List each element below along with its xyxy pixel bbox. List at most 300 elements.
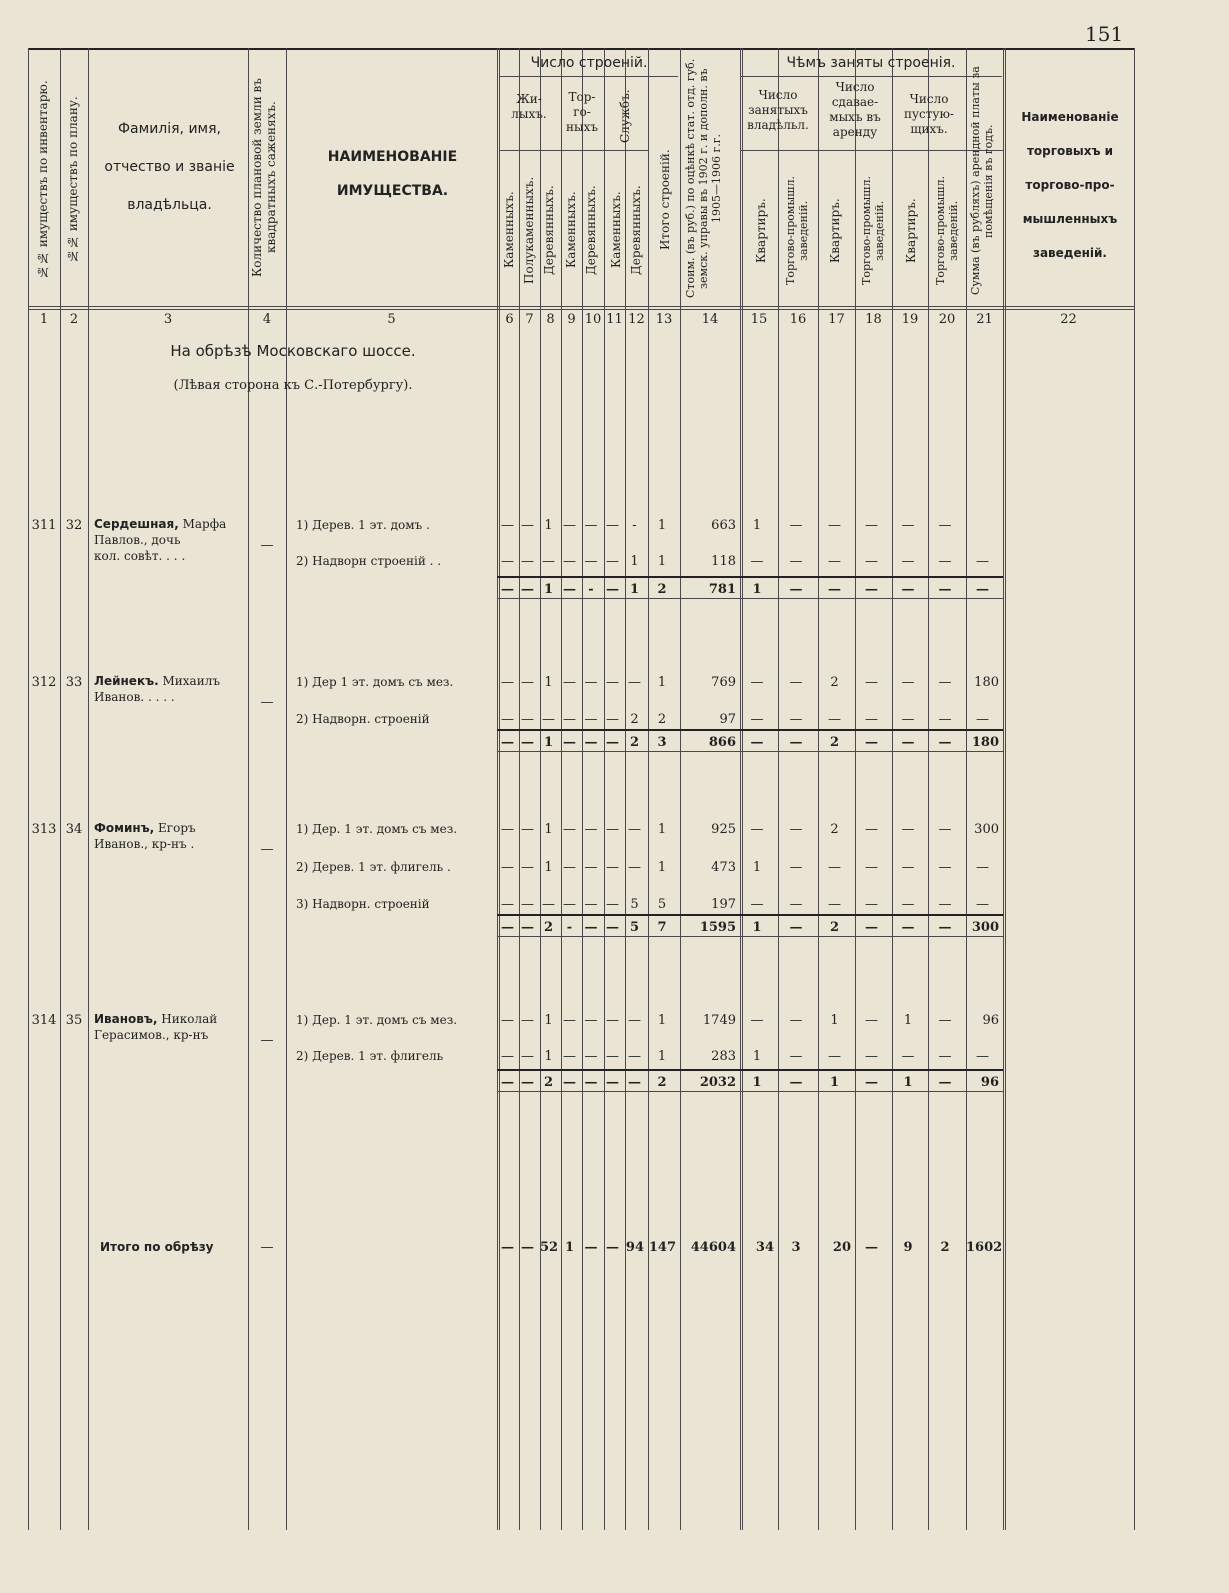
cell-c9: —	[563, 518, 576, 533]
column-rule	[28, 48, 29, 1530]
header-col12: Деревянныхъ.	[629, 185, 643, 275]
cell-c12: 5	[629, 920, 640, 935]
cell-c14: 473	[711, 860, 736, 875]
subheader-rule	[740, 150, 1003, 151]
cell-c13: 3	[657, 735, 667, 750]
cell-c9: —	[563, 735, 576, 750]
cell-c20: —	[938, 554, 952, 569]
cell-c17: 2	[829, 735, 840, 750]
cell-c17: —	[828, 554, 841, 569]
cell-c19: —	[901, 920, 915, 935]
cell-c18: —	[865, 897, 878, 912]
subtotal-rule	[497, 598, 1003, 599]
subtotal-rule	[497, 1091, 1003, 1092]
cell-c16: —	[789, 920, 803, 935]
column-number: 15	[750, 312, 768, 327]
header-inventory-number: №№ имуществъ по инвентарю.	[36, 80, 50, 280]
header-property-line: НАИМЕНОВАНІЕ	[327, 149, 458, 165]
cell-c17: 1	[829, 1075, 840, 1090]
plan-number: 35	[65, 1013, 83, 1028]
column-number: 22	[1060, 312, 1077, 327]
column-rule	[855, 48, 856, 1530]
subgroup-line: владѣльл.	[747, 118, 809, 132]
property-item: 1) Дер. 1 эт. домъ съ мез.	[296, 1013, 458, 1027]
column-number: 9	[567, 312, 576, 327]
cell-c11: —	[606, 675, 619, 690]
cell-c14: 97	[719, 712, 736, 727]
cell-c11: —	[606, 582, 619, 597]
header-owner-line: Фамилія, имя,	[118, 121, 221, 137]
cell-c8: —	[542, 554, 555, 569]
subgroup-line: ныхъ	[566, 120, 598, 134]
header-property-name	[290, 140, 495, 208]
cell-c20: —	[938, 675, 952, 690]
cell-c18: —	[865, 860, 878, 875]
cell-c16: —	[789, 1013, 803, 1028]
cell-c10: —	[584, 675, 598, 690]
cell-c21: 1602	[966, 1240, 1003, 1255]
column-rule	[561, 48, 562, 1530]
plan-number: 33	[65, 675, 83, 690]
subtotal-rule	[497, 914, 1003, 916]
owner-given-name: Марфа	[178, 517, 227, 531]
cell-c15: —	[750, 822, 764, 837]
cell-c16: —	[789, 675, 803, 690]
cell-c19: 1	[903, 1075, 913, 1090]
cell-c11: —	[606, 897, 619, 912]
cell-c7: —	[521, 860, 534, 875]
owner-given-name: Михаилъ	[158, 674, 220, 688]
cell-c17: —	[828, 897, 841, 912]
subgroup-line: Число	[909, 92, 949, 106]
property-item: 2) Надворн. строеній	[296, 712, 430, 726]
cell-c6: —	[501, 897, 514, 912]
header-property-line: ИМУЩЕСТВА.	[336, 183, 449, 199]
cell-c21: —	[976, 712, 989, 727]
cell-c17: 2	[830, 675, 839, 690]
subgroup-line: Число	[835, 80, 875, 94]
cell-c10: —	[584, 1240, 598, 1255]
cell-c9: —	[563, 1013, 576, 1028]
cell-c19: —	[901, 1049, 915, 1064]
cell-c12: -	[632, 518, 637, 533]
cell-c20: 2	[940, 1240, 950, 1255]
header-owner	[92, 110, 247, 224]
cell-c19: —	[901, 822, 915, 837]
subgroup-vacant	[894, 92, 964, 137]
property-item: 2) Надворн строеній . .	[296, 554, 442, 568]
cell-c15: —	[750, 897, 764, 912]
header-col13: Итого строеній.	[658, 149, 672, 251]
cell-c20: —	[938, 1075, 952, 1090]
column-rule	[625, 48, 626, 1530]
cell-c17: —	[828, 1049, 841, 1064]
cell-c7: —	[521, 1240, 534, 1255]
header-col19: Квартиръ.	[904, 198, 918, 264]
column-number: 19	[901, 312, 919, 327]
cell-c18: —	[865, 735, 878, 750]
cell-c8: 1	[544, 1013, 553, 1028]
cell-c8: 1	[544, 518, 553, 533]
property-item: 2) Дерев. 1 эт. флигель .	[296, 860, 451, 874]
cell-c13: 1	[657, 860, 667, 875]
cell-c10: —	[584, 1075, 598, 1090]
column-rule	[60, 48, 61, 1530]
cell-c9: —	[563, 1049, 576, 1064]
owner-surname: Лейнекъ.	[94, 674, 159, 688]
cell-c7: —	[521, 518, 534, 533]
cell-c18: —	[865, 1240, 878, 1255]
cell-c21: 96	[982, 1013, 999, 1028]
cell-c18: —	[865, 1049, 878, 1064]
cell-c20: —	[938, 735, 952, 750]
cell-c11: —	[606, 735, 619, 750]
land-area: —	[260, 1033, 274, 1048]
cell-c11: —	[606, 518, 619, 533]
cell-c18: —	[865, 582, 878, 597]
property-item: 3) Надворн. строеній	[296, 897, 430, 911]
cell-c21: 96	[980, 1075, 999, 1090]
inventory-number: 313	[31, 822, 57, 837]
cell-c20: —	[938, 1049, 952, 1064]
header-trade-line: торговыхъ и	[1026, 144, 1114, 158]
subgroup-line: пустую-	[904, 107, 954, 121]
cell-c20: —	[938, 822, 952, 837]
cell-c17: —	[828, 518, 841, 533]
cell-c21: 180	[971, 735, 999, 750]
cell-c10: —	[584, 518, 598, 533]
header-plan-number: №№ имуществъ по плану.	[66, 96, 80, 264]
cell-c6: —	[501, 518, 514, 533]
cell-c6: —	[501, 675, 514, 690]
cell-c17: 1	[830, 1013, 839, 1028]
cell-c7: —	[521, 822, 534, 837]
column-rule	[928, 48, 929, 1530]
subgroup-line: Число	[758, 88, 798, 102]
cell-c17: 2	[829, 920, 840, 935]
cell-c10: —	[584, 822, 598, 837]
cell-c18: —	[865, 518, 878, 533]
property-item: 1) Дерев. 1 эт. домъ .	[296, 518, 430, 532]
column-rule	[648, 48, 649, 1530]
cell-c17: 2	[830, 822, 839, 837]
owner-given-name: Егоръ	[154, 821, 196, 835]
cell-c13: 1	[657, 675, 667, 690]
cell-c16: —	[789, 860, 803, 875]
cell-c14: 118	[711, 554, 736, 569]
header-col20: Торгово-промышл. заведеній.	[934, 176, 960, 286]
cell-c16: —	[789, 735, 803, 750]
cell-c10: —	[584, 1013, 598, 1028]
column-number: 7	[525, 312, 534, 327]
cell-c12: 1	[629, 582, 640, 597]
header-col14: Стоим. (въ руб.) по оцѣнкѣ стат. отд. губ. земск. управы въ 1902 г. и дополн. въ 1905—1906 г.г.	[684, 58, 723, 299]
cell-c9: —	[563, 860, 576, 875]
cell-c9: —	[563, 822, 576, 837]
cell-c8: 1	[544, 822, 553, 837]
cell-c10: —	[584, 920, 598, 935]
cell-c8: 1	[543, 735, 554, 750]
cell-c11: —	[606, 1013, 619, 1028]
column-number: 5	[387, 312, 396, 327]
cell-c19: —	[901, 860, 915, 875]
page-number: 151	[1085, 22, 1124, 46]
cell-c13: 1	[657, 822, 667, 837]
column-number: 14	[701, 312, 719, 327]
cell-c17: 20	[832, 1240, 851, 1255]
subgroup-line: аренду	[832, 125, 878, 139]
cell-c10: —	[584, 735, 598, 750]
header-trade-line: Наименованіе	[1021, 110, 1119, 124]
header-bottom-rule-2	[28, 309, 1134, 310]
cell-c12: 1	[630, 554, 639, 569]
cell-c16: —	[789, 554, 803, 569]
cell-c6: —	[501, 712, 514, 727]
cell-c20: —	[938, 860, 952, 875]
cell-c21: —	[976, 1049, 989, 1064]
cell-c12: —	[628, 1013, 641, 1028]
cell-c19: —	[901, 675, 915, 690]
cell-c19: —	[901, 712, 915, 727]
cell-c12: 2	[629, 735, 640, 750]
cell-c11: —	[606, 1240, 619, 1255]
cell-c21: 300	[971, 920, 999, 935]
cell-c21: —	[976, 582, 989, 597]
header-owner-line: владѣльца.	[127, 197, 212, 213]
cell-c13: 1	[657, 1049, 667, 1064]
cell-c14: 866	[708, 735, 736, 750]
cell-c21: 300	[974, 822, 999, 837]
cell-c15: —	[750, 554, 764, 569]
cell-c6: —	[501, 822, 514, 837]
property-item: 2) Дерев. 1 эт. флигель	[296, 1049, 444, 1063]
section-subtitle: (Лѣвая сторона къ С.-Потербургу).	[173, 378, 413, 393]
column-rule	[248, 48, 249, 1530]
cell-c6: —	[501, 1013, 514, 1028]
column-rule	[286, 48, 287, 1530]
cell-c20: —	[938, 1013, 952, 1028]
cell-c7: —	[521, 554, 534, 569]
header-col8: Деревянныхъ.	[542, 185, 556, 275]
group-number-of-buildings: Число строеній.	[530, 55, 648, 71]
cell-c11: —	[606, 1049, 619, 1064]
cell-c6: —	[501, 735, 514, 750]
column-number: 11	[606, 312, 623, 327]
header-col7: Полукаменныхъ.	[522, 176, 536, 284]
cell-c19: —	[901, 554, 915, 569]
header-trade-line: торгово-про-	[1025, 178, 1115, 192]
cell-c16: 3	[791, 1240, 801, 1255]
header-col21: Сумма (въ рубляхъ) арендной платы за помѣщенія въ годъ.	[969, 66, 995, 296]
cell-c20: —	[938, 897, 952, 912]
cell-c10: —	[584, 860, 598, 875]
plan-number: 32	[65, 518, 83, 533]
header-col9: Каменныхъ.	[564, 191, 578, 269]
group-rule	[740, 76, 1002, 77]
subtotal-rule	[497, 936, 1003, 937]
cell-c6: —	[501, 554, 514, 569]
cell-c15: 1	[752, 860, 762, 875]
cell-c12: —	[628, 860, 641, 875]
cell-c11: —	[606, 860, 619, 875]
column-number: 1	[39, 312, 49, 327]
cell-c9: —	[563, 675, 576, 690]
column-rule	[892, 48, 893, 1530]
owner-line: Иванов., кр-нъ .	[94, 837, 195, 851]
inventory-number: 314	[31, 1013, 57, 1028]
cell-c18: —	[865, 675, 878, 690]
subgroup-line: сдавае-	[831, 95, 879, 109]
cell-c16: —	[789, 712, 803, 727]
cell-c13: 2	[657, 712, 667, 727]
cell-c6: —	[501, 1049, 514, 1064]
cell-c13: 5	[657, 897, 667, 912]
header-trade-establishments	[1008, 100, 1132, 270]
column-number: 17	[828, 312, 845, 327]
cell-c14: 1595	[699, 920, 736, 935]
subtotal-rule	[497, 576, 1003, 578]
cell-c9: —	[563, 582, 576, 597]
cell-c14: 925	[711, 822, 736, 837]
subheader-rule	[500, 150, 648, 151]
column-number: 21	[976, 312, 993, 327]
cell-c18: —	[865, 822, 878, 837]
grand-total-land: —	[260, 1240, 274, 1255]
subgroup-residential	[500, 92, 558, 122]
header-col16: Торгово-промышл. заведеній.	[784, 176, 810, 286]
cell-c20: —	[938, 518, 952, 533]
cell-c20: —	[938, 920, 952, 935]
owner-name	[94, 1011, 244, 1043]
cell-c21: —	[976, 554, 989, 569]
table-top-rule	[28, 48, 1134, 50]
cell-c7: —	[521, 735, 534, 750]
cell-c8: 2	[543, 920, 554, 935]
owner-given-name: Николай	[157, 1012, 218, 1026]
cell-c9: —	[563, 712, 576, 727]
cell-c18: —	[865, 1013, 878, 1028]
subgroup-line: щихъ.	[910, 122, 948, 136]
cell-c8: 1	[544, 860, 553, 875]
land-area: —	[260, 695, 274, 710]
cell-c6: —	[501, 1240, 514, 1255]
cell-c6: —	[501, 920, 514, 935]
cell-c7: —	[521, 582, 534, 597]
header-bottom-rule	[28, 306, 1134, 307]
column-number: 8	[546, 312, 555, 327]
header-col10: Деревянныхъ.	[584, 185, 598, 275]
plan-number: 34	[65, 822, 83, 837]
column-number: 10	[584, 312, 602, 327]
cell-c18: —	[865, 920, 878, 935]
subtotal-rule	[497, 1069, 1003, 1071]
cell-c8: —	[542, 712, 555, 727]
subgroup-line: занятыхъ	[748, 103, 808, 117]
cell-c12: 2	[630, 712, 639, 727]
cell-c15: —	[750, 735, 764, 750]
subgroup-services: Службъ.	[618, 89, 632, 143]
header-owner-line: отчество и званіе	[104, 159, 235, 175]
cell-c16: —	[789, 897, 803, 912]
column-number: 2	[69, 312, 79, 327]
cell-c18: —	[865, 554, 878, 569]
column-rule	[680, 48, 681, 1530]
cell-c10: —	[584, 554, 598, 569]
cell-c9: -	[566, 920, 573, 935]
cell-c12: —	[628, 675, 641, 690]
cell-c6: —	[501, 1075, 514, 1090]
cell-c8: 1	[544, 1049, 553, 1064]
subgroup-line: Жи-	[516, 92, 542, 106]
cell-c15: —	[750, 1013, 764, 1028]
column-rule	[497, 48, 500, 1530]
cell-c17: —	[828, 860, 841, 875]
cell-c13: 147	[648, 1240, 676, 1255]
cell-c10: —	[584, 1049, 598, 1064]
inventory-number: 312	[31, 675, 57, 690]
owner-line: Павлов., дочь	[94, 533, 181, 547]
cell-c14: 283	[711, 1049, 736, 1064]
column-rule	[540, 48, 541, 1530]
cell-c9: —	[563, 897, 576, 912]
column-number: 4	[262, 312, 272, 327]
cell-c11: —	[606, 920, 619, 935]
cell-c12: —	[628, 822, 641, 837]
cell-c12: 94	[625, 1240, 644, 1255]
cell-c6: —	[501, 860, 514, 875]
cell-c21: —	[976, 860, 989, 875]
cell-c12: —	[628, 1075, 641, 1090]
cell-c16: —	[789, 518, 803, 533]
cell-c15: 1	[752, 1075, 762, 1090]
cell-c20: —	[938, 712, 952, 727]
cell-c19: 1	[903, 1013, 913, 1028]
column-number: 3	[163, 312, 173, 327]
subgroup-line: Тор-	[568, 90, 596, 104]
cell-c18: —	[865, 1075, 878, 1090]
cell-c15: 34	[755, 1240, 774, 1255]
subgroup-line: лыхъ.	[511, 107, 547, 121]
cell-c11: —	[606, 822, 619, 837]
column-number: 6	[505, 312, 514, 327]
cell-c10: -	[588, 582, 594, 597]
cell-c16: —	[789, 822, 803, 837]
subgroup-line: го-	[573, 105, 591, 119]
cell-c15: —	[750, 675, 764, 690]
cell-c7: —	[521, 920, 534, 935]
cell-c7: —	[521, 712, 534, 727]
owner-line: Иванов. . . . .	[94, 690, 175, 704]
subgroup-rented	[818, 80, 892, 140]
cell-c19: 9	[903, 1240, 913, 1255]
cell-c13: 1	[657, 1013, 667, 1028]
column-rule	[519, 48, 520, 1530]
cell-c7: —	[521, 897, 534, 912]
cell-c19: —	[901, 897, 915, 912]
cell-c13: 2	[657, 1075, 667, 1090]
property-item: 1) Дер. 1 эт. домъ съ мез.	[296, 822, 458, 836]
column-rule	[582, 48, 583, 1530]
cell-c19: —	[901, 518, 915, 533]
header-col15: Квартиръ.	[754, 198, 768, 264]
group-building-usage: Чѣмъ заняты строенія.	[786, 55, 956, 71]
cell-c14: 2032	[699, 1075, 736, 1090]
cell-c12: —	[628, 1049, 641, 1064]
cell-c15: —	[750, 712, 764, 727]
header-col18: Торгово-промышл. заведеній.	[860, 176, 886, 286]
subgroup-commercial	[560, 90, 604, 135]
cell-c7: —	[521, 1075, 534, 1090]
